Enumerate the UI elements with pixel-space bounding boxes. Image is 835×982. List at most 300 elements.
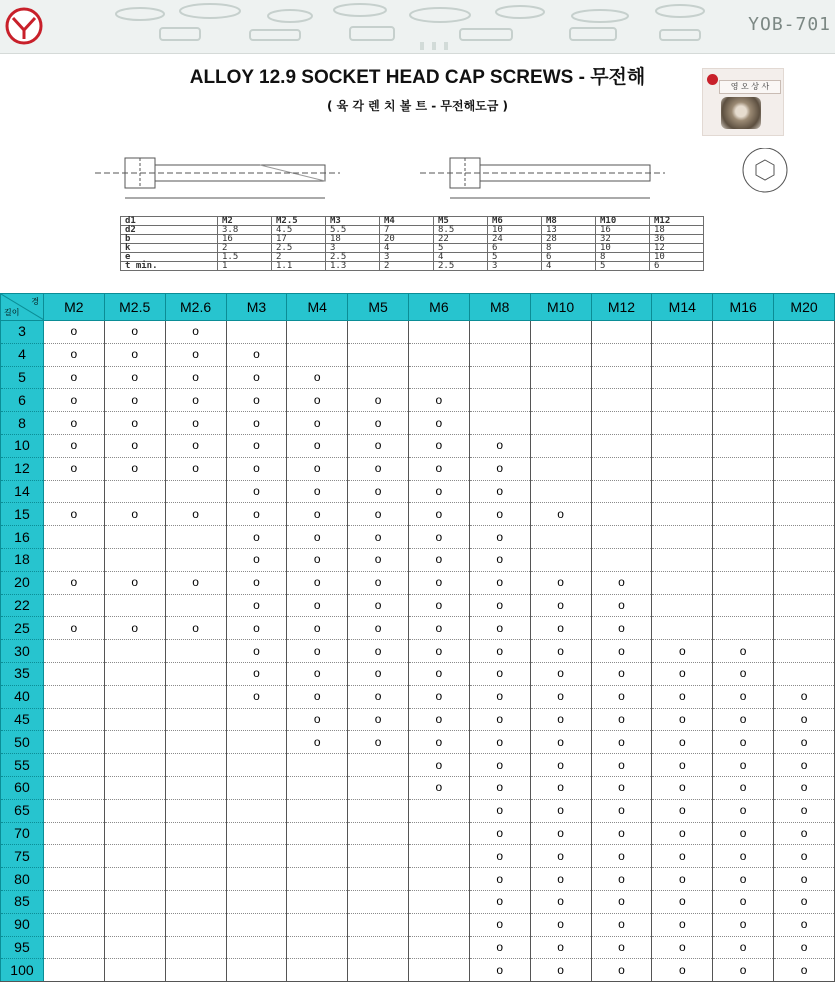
length-cell: 45 [1,708,44,731]
availability-cell: o [774,913,835,936]
availability-cell: o [591,617,652,640]
table-row [1,457,835,480]
spec-value: 10 [650,253,704,262]
length-cell: 35 [1,662,44,685]
availability-cell [287,868,348,891]
availability-cell: o [469,731,530,754]
availability-cell: o [652,868,713,891]
availability-cell: o [530,662,591,685]
spec-value: 3.8 [218,226,272,235]
screw-side-view-icon [95,158,340,198]
availability-cell: o [591,594,652,617]
photo-label: 영 오 상 사 [719,80,781,94]
availability-cell: o [226,434,287,457]
availability-cell: o [104,343,165,366]
length-cell: 55 [1,754,44,777]
availability-cell [43,868,104,891]
table-row [1,754,835,777]
availability-cell: o [469,480,530,503]
column-header: M14 [652,294,713,321]
availability-cell: o [408,640,469,663]
availability-cell [774,366,835,389]
availability-cell: o [591,754,652,777]
availability-cell [713,480,774,503]
availability-cell [165,890,226,913]
availability-cell [408,343,469,366]
spec-value: 18 [326,235,380,244]
availability-cell [104,936,165,959]
availability-cell: o [713,731,774,754]
availability-cell [652,434,713,457]
table-row [1,799,835,822]
availability-cell [530,480,591,503]
availability-cell [165,594,226,617]
availability-cell [408,822,469,845]
availability-cell [43,640,104,663]
length-label: 길이 [4,308,20,317]
availability-cell [774,480,835,503]
spec-value: 10 [488,226,542,235]
availability-cell: o [43,321,104,344]
availability-cell: o [652,754,713,777]
availability-cell: o [287,708,348,731]
spec-value: 16 [596,226,650,235]
availability-cell: o [104,389,165,412]
availability-cell [348,776,409,799]
column-header: M8 [469,294,530,321]
spec-row [121,253,704,262]
availability-cell: o [530,822,591,845]
availability-cell: o [591,913,652,936]
spec-value: 12 [650,244,704,253]
availability-cell [713,321,774,344]
availability-cell [165,708,226,731]
availability-cell [348,321,409,344]
table-row [1,617,835,640]
spec-value: 5.5 [326,226,380,235]
availability-cell [652,548,713,571]
availability-cell: o [652,662,713,685]
spec-value: 4 [542,262,596,271]
availability-cell [408,321,469,344]
availability-cell: o [165,366,226,389]
spec-value: 6 [650,262,704,271]
availability-cell: o [287,434,348,457]
availability-cell [530,526,591,549]
column-header: M10 [530,294,591,321]
diameter-label: 경 [31,297,39,306]
availability-cell [104,799,165,822]
availability-cell [43,708,104,731]
availability-cell [165,480,226,503]
availability-cell: o [713,868,774,891]
availability-cell: o [165,321,226,344]
length-cell: 25 [1,617,44,640]
availability-cell [226,913,287,936]
availability-cell [226,868,287,891]
availability-cell: o [287,366,348,389]
availability-cell [652,321,713,344]
availability-cell: o [348,571,409,594]
availability-cell: o [348,708,409,731]
availability-cell: o [408,412,469,435]
spec-value: 6 [488,244,542,253]
table-row [1,662,835,685]
availability-cell [165,799,226,822]
availability-cell [43,890,104,913]
availability-cell [652,412,713,435]
availability-cell [104,959,165,982]
availability-cell: o [165,571,226,594]
spec-value: 10 [596,244,650,253]
availability-cell: o [287,662,348,685]
length-cell: 6 [1,389,44,412]
availability-cell: o [469,640,530,663]
availability-cell: o [530,913,591,936]
availability-cell: o [530,503,591,526]
availability-cell [226,776,287,799]
availability-cell: o [104,321,165,344]
availability-cell: o [652,776,713,799]
spec-value: 8 [596,253,650,262]
availability-cell [104,640,165,663]
availability-cell [591,480,652,503]
availability-cell [43,594,104,617]
availability-cell: o [652,685,713,708]
availability-cell: o [43,366,104,389]
availability-cell [652,594,713,617]
spec-label: t min. [121,262,218,271]
availability-cell [226,936,287,959]
availability-cell [774,503,835,526]
availability-cell [43,776,104,799]
spec-value: 3 [488,262,542,271]
spec-value: 20 [380,235,434,244]
column-header: M20 [774,294,835,321]
availability-cell: o [104,503,165,526]
availability-cell [348,799,409,822]
availability-cell: o [591,708,652,731]
column-header: M3 [226,294,287,321]
table-row [1,868,835,891]
availability-cell [713,571,774,594]
spec-value: 17 [272,235,326,244]
availability-cell: o [652,890,713,913]
spec-value: 22 [434,235,488,244]
availability-cell: o [287,594,348,617]
table-row [1,822,835,845]
availability-cell [165,959,226,982]
availability-cell: o [43,412,104,435]
availability-cell: o [530,776,591,799]
availability-cell: o [469,868,530,891]
availability-cell [469,366,530,389]
spec-value: 4 [434,253,488,262]
availability-cell: o [348,548,409,571]
availability-cell [165,685,226,708]
spec-row [121,235,704,244]
availability-cell [774,640,835,663]
availability-cell [530,434,591,457]
availability-cell: o [165,503,226,526]
availability-cell [408,890,469,913]
availability-cell: o [408,662,469,685]
availability-cell: o [591,890,652,913]
availability-cell: o [713,640,774,663]
availability-cell: o [226,617,287,640]
availability-cell: o [469,890,530,913]
length-cell: 100 [1,959,44,982]
length-cell: 70 [1,822,44,845]
table-row [1,890,835,913]
page-subtitle: ( 육 각 렌 치 볼 트 - 무전해도금 ) [326,99,509,113]
availability-cell: o [591,845,652,868]
table-row [1,366,835,389]
availability-cell: o [469,913,530,936]
column-header: M12 [591,294,652,321]
availability-cell: o [774,731,835,754]
spec-value: 2 [272,253,326,262]
availability-cell [348,913,409,936]
spec-label: d1 [121,217,218,226]
availability-cell: o [713,685,774,708]
availability-cell: o [713,890,774,913]
table-row [1,503,835,526]
availability-cell [348,890,409,913]
availability-cell [774,594,835,617]
spec-value: 2.5 [272,244,326,253]
availability-cell: o [408,480,469,503]
table-row [1,571,835,594]
spec-value: 8.5 [434,226,488,235]
availability-cell [104,731,165,754]
spec-value: 3 [326,244,380,253]
availability-cell [43,799,104,822]
table-row [1,640,835,663]
availability-cell: o [226,457,287,480]
availability-cell: o [408,617,469,640]
availability-cell [165,548,226,571]
length-cell: 4 [1,343,44,366]
availability-cell [591,548,652,571]
availability-cell: o [469,571,530,594]
length-cell: 50 [1,731,44,754]
availability-cell [713,343,774,366]
table-row [1,845,835,868]
availability-cell: o [530,936,591,959]
availability-cell: o [591,959,652,982]
availability-cell [713,503,774,526]
product-photo [702,68,784,136]
spec-value: M6 [488,217,542,226]
availability-cell: o [226,548,287,571]
availability-cell: o [287,617,348,640]
availability-cell [165,526,226,549]
availability-cell [774,662,835,685]
length-cell: 95 [1,936,44,959]
availability-cell: o [591,640,652,663]
availability-cell [530,321,591,344]
column-header: M2 [43,294,104,321]
spec-value: M10 [596,217,650,226]
screw-side-view-2-icon [420,158,665,198]
length-cell: 75 [1,845,44,868]
length-cell: 15 [1,503,44,526]
spec-value: 1.1 [272,262,326,271]
availability-cell: o [408,526,469,549]
length-cell: 60 [1,776,44,799]
spec-value: 2 [380,262,434,271]
availability-cell [591,503,652,526]
availability-cell: o [43,343,104,366]
availability-cell [165,662,226,685]
availability-cell: o [287,389,348,412]
availability-cell [165,822,226,845]
availability-cell: o [43,503,104,526]
fasteners-pattern-icon [100,0,740,53]
availability-cell [43,526,104,549]
availability-cell [591,526,652,549]
availability-cell: o [348,389,409,412]
availability-cell [591,389,652,412]
availability-cell [530,389,591,412]
availability-cell: o [348,731,409,754]
availability-cell: o [713,799,774,822]
availability-cell: o [226,503,287,526]
availability-cell [348,959,409,982]
availability-cell [713,594,774,617]
availability-cell: o [652,959,713,982]
availability-cell: o [530,640,591,663]
availability-cell [104,662,165,685]
availability-cell [469,412,530,435]
availability-cell: o [713,708,774,731]
table-row [1,434,835,457]
availability-cell: o [469,434,530,457]
availability-cell [469,389,530,412]
availability-cell [165,913,226,936]
length-cell: 40 [1,685,44,708]
availability-cell [652,571,713,594]
table-row [1,731,835,754]
table-row [1,708,835,731]
availability-cell [104,526,165,549]
availability-cell [652,503,713,526]
spec-value: 4 [380,244,434,253]
availability-cell [104,594,165,617]
availability-cell: o [652,640,713,663]
availability-cell: o [530,594,591,617]
availability-cell: o [774,776,835,799]
availability-cell [774,412,835,435]
availability-cell [104,480,165,503]
availability-cell: o [348,640,409,663]
spec-value: 5 [434,244,488,253]
spec-value: 16 [218,235,272,244]
length-cell: 14 [1,480,44,503]
availability-cell: o [591,936,652,959]
table-row [1,343,835,366]
availability-cell [530,457,591,480]
spec-value: M3 [326,217,380,226]
availability-cell: o [652,731,713,754]
length-cell: 18 [1,548,44,571]
availability-cell [774,457,835,480]
spec-value: 36 [650,235,704,244]
availability-cell: o [469,526,530,549]
availability-cell: o [530,799,591,822]
availability-cell: o [226,662,287,685]
availability-cell: o [469,959,530,982]
availability-cell: o [591,868,652,891]
availability-cell [43,685,104,708]
availability-cell [43,936,104,959]
availability-cell [226,959,287,982]
header-banner [0,0,835,54]
table-row [1,548,835,571]
availability-cell: o [652,799,713,822]
spec-value: 3 [380,253,434,262]
availability-cell: o [469,548,530,571]
availability-cell [226,822,287,845]
availability-cell [287,890,348,913]
spec-value: 6 [542,253,596,262]
availability-cell [287,913,348,936]
availability-cell: o [713,913,774,936]
availability-cell [43,845,104,868]
product-code: YOB-701 [748,14,831,35]
length-cell: 3 [1,321,44,344]
availability-cell [165,936,226,959]
availability-cell [104,548,165,571]
availability-cell [408,845,469,868]
availability-cell: o [530,890,591,913]
table-row [1,776,835,799]
availability-cell [226,890,287,913]
availability-cell: o [348,457,409,480]
availability-cell [226,731,287,754]
availability-cell: o [713,776,774,799]
availability-cell: o [530,685,591,708]
availability-cell: o [591,776,652,799]
screw-head-top-view-icon [743,148,787,192]
availability-cell: o [591,685,652,708]
availability-cell: o [530,959,591,982]
availability-cell [774,571,835,594]
availability-cell [652,457,713,480]
column-header: M2.6 [165,294,226,321]
availability-cell: o [287,640,348,663]
availability-cell [43,548,104,571]
dimension-table [120,216,704,271]
availability-cell: o [469,685,530,708]
column-header: M6 [408,294,469,321]
length-cell: 85 [1,890,44,913]
availability-cell: o [226,480,287,503]
availability-cell [104,890,165,913]
availability-cell: o [774,822,835,845]
availability-cell: o [469,708,530,731]
availability-cell [469,343,530,366]
availability-cell [652,366,713,389]
table-row [1,526,835,549]
availability-cell: o [652,708,713,731]
page-title: ALLOY 12.9 SOCKET HEAD CAP SCREWS - 무전해 [189,67,646,88]
availability-cell: o [652,845,713,868]
availability-cell [530,548,591,571]
availability-cell: o [530,731,591,754]
availability-cell [774,321,835,344]
